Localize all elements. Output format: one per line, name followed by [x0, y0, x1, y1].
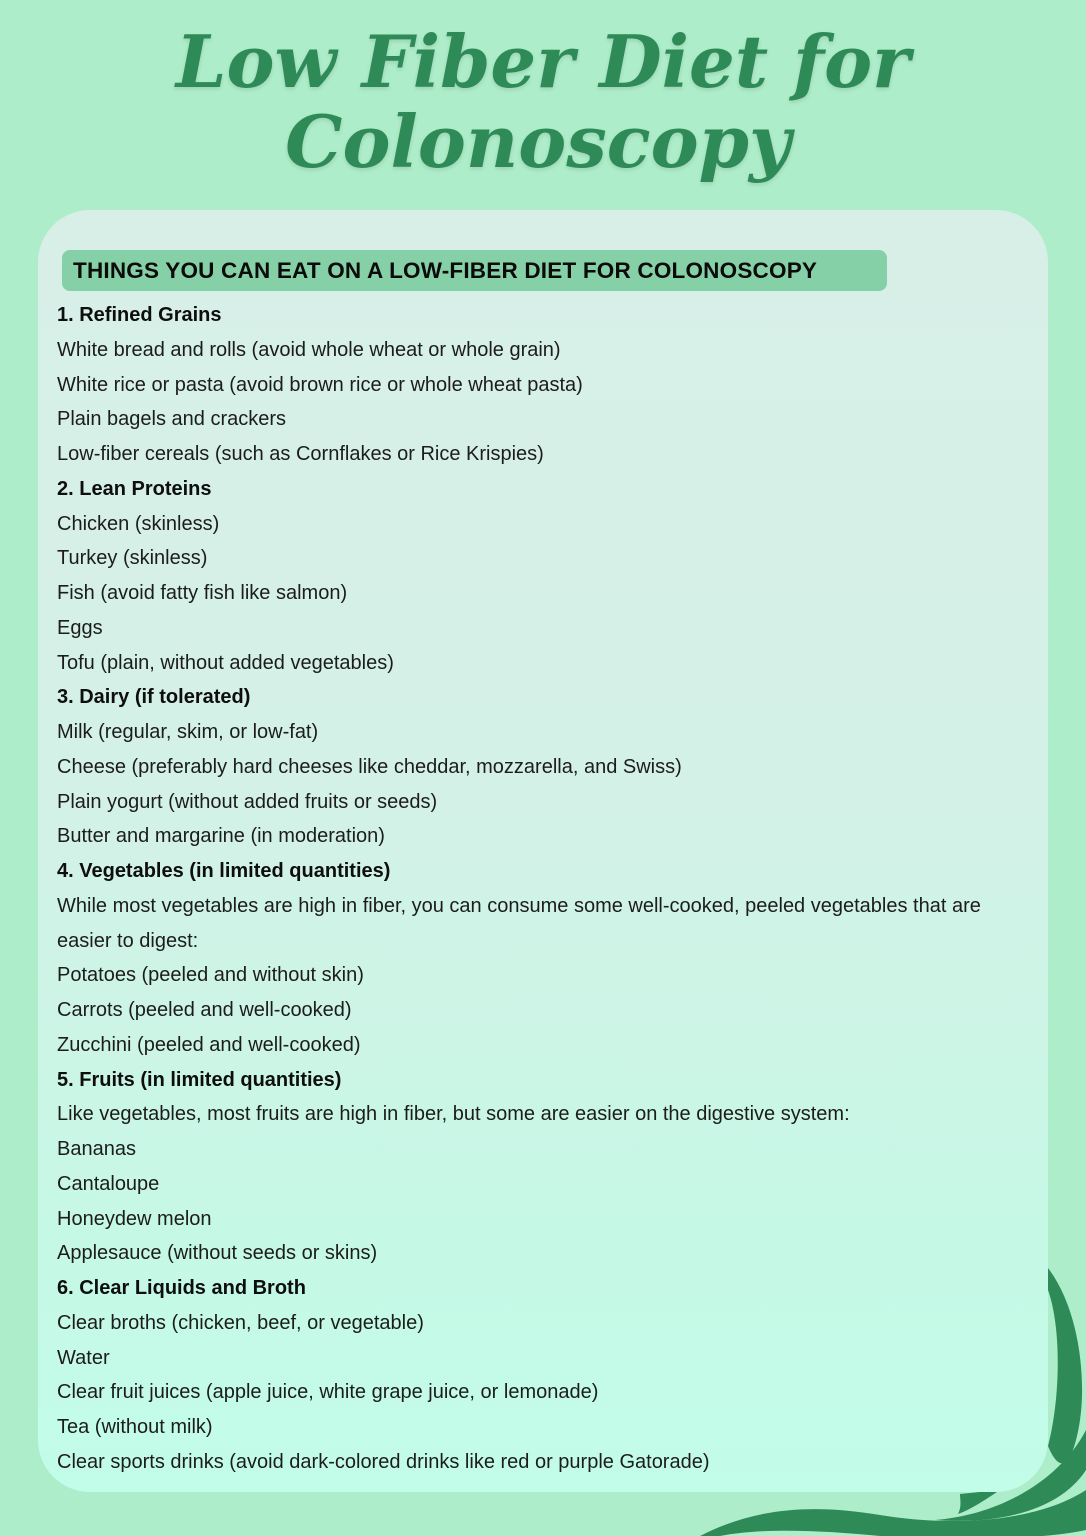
- list-item: Honeydew melon: [57, 1207, 212, 1230]
- list-item: Cantaloupe: [57, 1172, 160, 1195]
- section-intro-continued: easier to digest:: [57, 929, 199, 952]
- list-item: Tea (without milk): [57, 1416, 213, 1438]
- list-item: Eggs: [57, 616, 103, 639]
- section-header-badge: THINGS YOU CAN EAT ON A LOW-FIBER DIET FOR COLONOSCOPY: [62, 250, 887, 291]
- section-heading-clear-liquids: 6. Clear Liquids and Broth: [57, 1277, 306, 1299]
- list-item: Bananas: [57, 1138, 136, 1160]
- list-item: Butter and margarine (in moderation): [57, 825, 385, 848]
- list-item: Carrots (peeled and well-cooked): [57, 999, 352, 1021]
- list-item: Water: [57, 1346, 110, 1369]
- content-card: [38, 210, 1048, 1492]
- section-heading-refined-grains: 1. Refined Grains: [57, 304, 222, 326]
- list-item: Applesauce (without seeds or skins): [57, 1242, 378, 1265]
- section-intro: Like vegetables, most fruits are high in fiber, but some are easier on the digestive system:: [57, 1103, 850, 1126]
- title-line-2: Colonoscopy: [285, 99, 791, 184]
- list-item: White rice or pasta (avoid brown rice or whole wheat pasta): [57, 373, 583, 396]
- list-item: Clear fruit juices (apple juice, white grape juice, or lemonade): [57, 1381, 599, 1404]
- list-item: Cheese (preferably hard cheeses like cheddar, mozzarella, and Swiss): [57, 755, 682, 778]
- list-item: Zucchini (peeled and well-cooked): [57, 1033, 361, 1056]
- section-heading-lean-proteins: 2. Lean Proteins: [57, 477, 212, 500]
- list-item: Fish (avoid fatty fish like salmon): [57, 582, 348, 604]
- section-heading-dairy: 3. Dairy (if tolerated): [57, 686, 251, 709]
- list-item: Milk (regular, skim, or low-fat): [57, 721, 319, 743]
- list-item: Plain yogurt (without added fruits or seeds): [57, 790, 438, 813]
- list-item: Clear sports drinks (avoid dark-colored drinks like red or purple Gatorade): [57, 1450, 710, 1473]
- food-list: [57, 298, 1057, 1480]
- list-item: White bread and rolls (avoid whole wheat or whole grain): [57, 338, 561, 361]
- section-heading-fruits: 5. Fruits (in limited quantities): [57, 1068, 342, 1091]
- list-item: Potatoes (peeled and without skin): [57, 964, 364, 987]
- list-item: Low-fiber cereals (such as Cornflakes or Rice Krispies): [57, 443, 544, 465]
- section-heading-vegetables: 4. Vegetables (in limited quantities): [57, 860, 391, 882]
- list-item: Chicken (skinless): [57, 512, 220, 535]
- list-item: Turkey (skinless): [57, 547, 208, 570]
- section-intro: While most vegetables are high in fiber, you can consume some well-cooked, peeled vegetables that are: [57, 894, 981, 917]
- title-line-1: Low Fiber Diet for: [175, 19, 911, 104]
- list-item: Clear broths (chicken, beef, or vegetable): [57, 1311, 424, 1334]
- list-item: Plain bagels and crackers: [57, 408, 287, 431]
- list-item: Tofu (plain, without added vegetables): [57, 651, 394, 674]
